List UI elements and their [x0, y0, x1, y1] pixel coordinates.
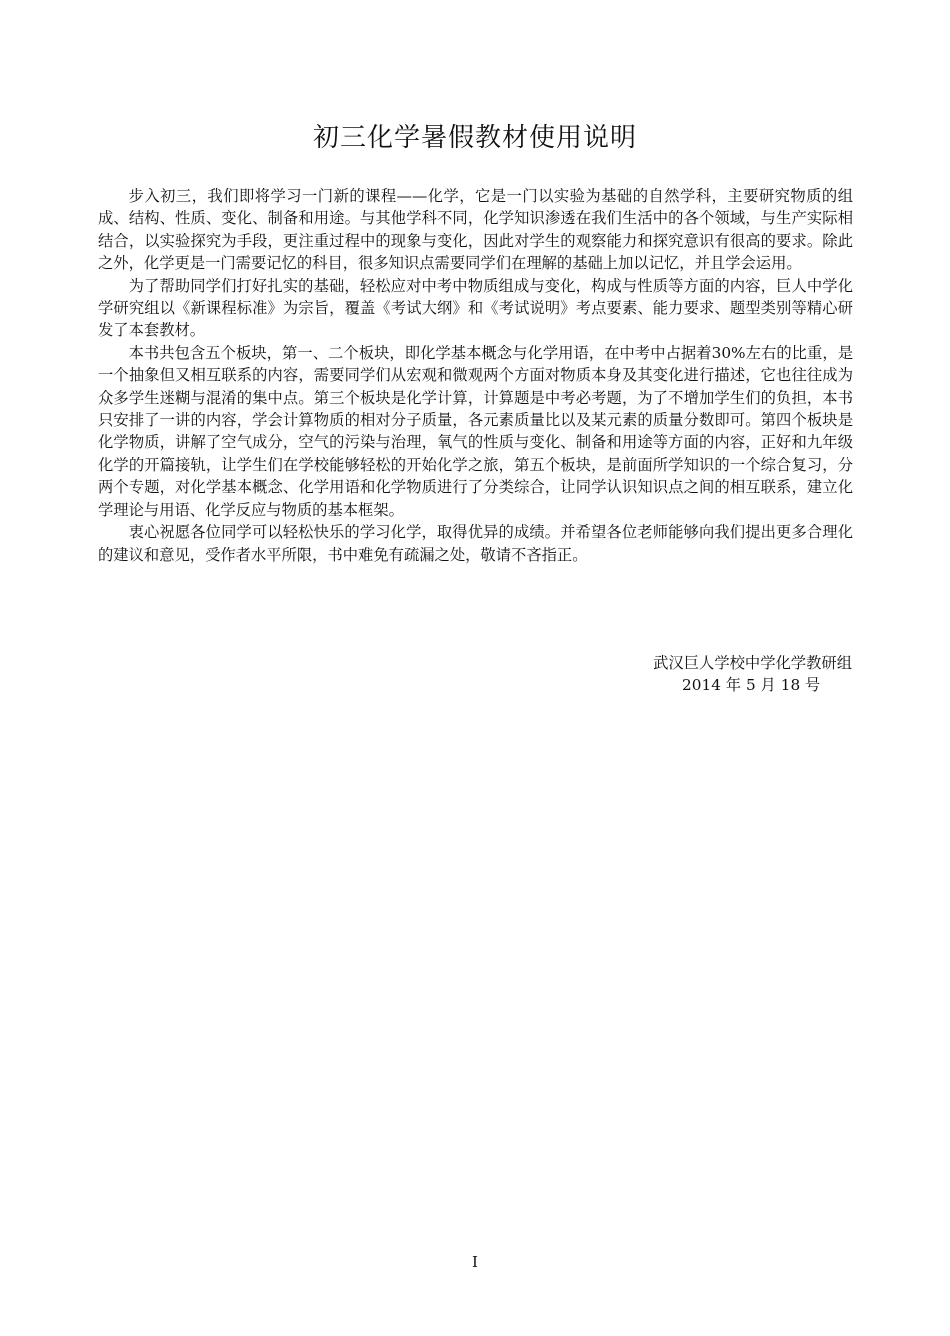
signature-date: 2014 年 5 月 18 号	[682, 676, 821, 695]
signature-block	[560, 652, 852, 697]
page-number: I	[472, 1253, 478, 1271]
paragraph-wishes: 衷心祝愿各位同学可以轻松快乐的学习化学，取得优异的成绩。并希望各位老师能够向我们提出更多合理化的建议和意见，受作者水平所限，书中难免有疏漏之处，敬请不吝指正。	[98, 523, 853, 564]
paragraph-purpose: 为了帮助同学们打好扎实的基础，轻松应对中考中物质组成与变化，构成与性质等方面的内容，巨人中学化学研究组以《新课程标准》为宗旨，覆盖《考试大纲》和《考试说明》考点要素、能力要求、题型类别等精心研发了本套教材。	[98, 276, 853, 340]
page-title: 初三化学暑假教材使用说明	[312, 123, 637, 153]
paragraph-intro: 步入初三，我们即将学习一门新的课程——化学，它是一门以实验为基础的自然学科，主要研究物质的组成、结构、性质、变化、制备和用途。与其他学科不同，化学知识渗透在我们生活中的各个领域，与生产实际相结合，以实验探究为手段，更注重过程中的现象与变化，因此对学生的观察能力和探究意识有很高的要求。除此之外，化学更是一门需要记忆的科目，很多知识点需要同学们在理解的基础上加以记忆，并且学会运用。	[98, 187, 853, 273]
paragraph-contents: 本书共包含五个板块，第一、二个板块，即化学基本概念与化学用语，在中考中占据着30%左右的比重，是一个抽象但又相互联系的内容，需要同学们从宏观和微观两个方面对物质本身及其变化进行描述，它也往往成为众多学生迷糊与混淆的集中点。第三个板块是化学计算，计算题是中考必考题，为了不增加学生们的负担，本书只安排了一讲的内容，学会计算物质的相对分子质量，各元素质量比以及某元素的质量分数即可。第四个板块是化学物质，讲解了空气成分，空气的污染与治理，氧气的性质与变化、制备和用途等方面的内容，正好和九年级化学的开篇接轨，让学生们在学校能够轻松的开始化学之旅，第五个板块，是前面所学知识的一个综合复习，分两个专题，对化学基本概念、化学用语和化学物质进行了分类综合，让同学认识知识点之间的相互联系，建立化学理论与用语、化学反应与物质的基本框架。	[98, 343, 853, 519]
body-text	[98, 185, 853, 566]
signature-organization: 武汉巨人学校中学化学教研组	[653, 654, 852, 672]
